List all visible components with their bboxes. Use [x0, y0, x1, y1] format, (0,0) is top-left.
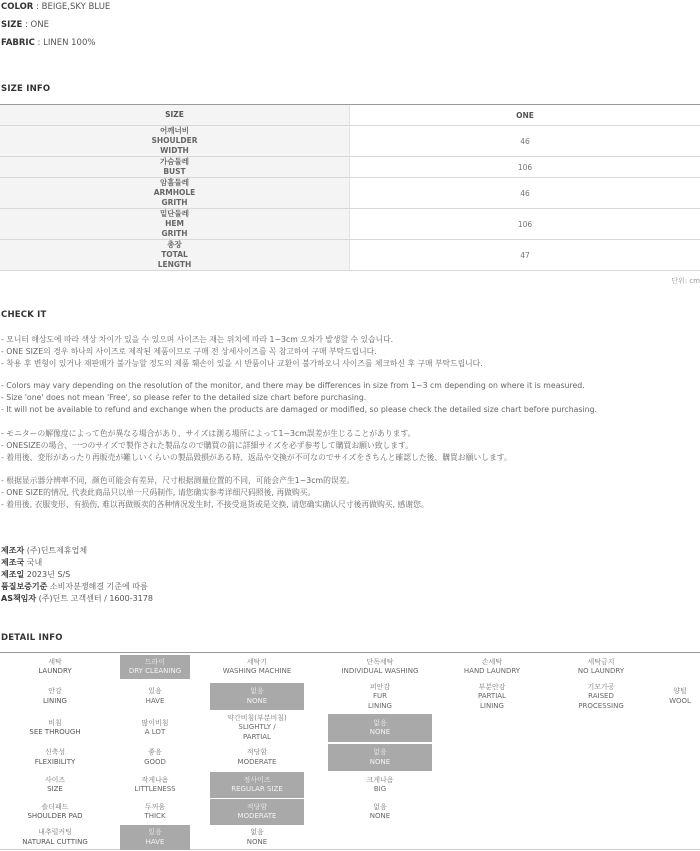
detail-cell: 퍼안감 FUR LINING — [368, 682, 392, 710]
size-row-ko: 가슴둘레 — [160, 157, 189, 166]
size-row-hem — [0, 209, 700, 240]
size-row-en: BUST — [163, 167, 186, 176]
maker-info-row — [1, 593, 153, 604]
maker-info-label: 품질보증기준 — [1, 582, 48, 591]
maker-info-value: (주)딘트 고객센터 / 1600-3178 — [36, 594, 153, 603]
size-row-en: GRITH — [161, 229, 188, 238]
maker-info-row — [1, 557, 42, 568]
detail-cell: 두꺼움 THICK — [144, 802, 166, 820]
detail-cell-label: 숄더패드 SHOULDER PAD — [27, 802, 83, 820]
size-value: : ONE — [22, 20, 49, 30]
detail-cell-selected: 있음 HAVE — [120, 825, 190, 850]
check-note-line: - 모니터 해상도에 따라 색상 차이가 있을 수 있으며 사이즈는 재는 위치에 따라 1~3cm 오차가 발생할 수 있습니다. — [1, 335, 394, 344]
detail-cell: 손세탁 HAND LAUNDRY — [463, 657, 521, 675]
size-table-header — [0, 105, 700, 126]
detail-info-grid — [0, 652, 700, 850]
size-row-ko: 어깨너비 — [160, 126, 189, 135]
size-row-value: 106 — [517, 219, 533, 229]
maker-info-value: (주)딘트제휴업체 — [24, 546, 88, 555]
maker-info-label: 제조자 — [1, 546, 25, 555]
check-note-line: - ONE SIZE的情况, 代表此商品只以单一尺码制作, 请您确实参考详细尺码照後, 再做购买。 — [1, 488, 316, 497]
detail-cell-selected: 없음 NONE — [210, 683, 304, 710]
size-spec — [1, 20, 49, 30]
size-row-en: SHOULDER — [151, 136, 198, 145]
check-note-line: - 着用後、変形があったり再販売が難しいくらいの製品毀損がある時、返品や交換が不可なのでサイズをきちんと確認した後、購買お願いします。 — [1, 453, 512, 462]
size-row-length — [0, 240, 700, 271]
detail-cell: 단독세탁 INDIVIDUAL WASHING — [341, 657, 419, 675]
maker-info-label: 제조국 — [1, 558, 25, 567]
size-info-title: SIZE INFO — [1, 84, 51, 94]
check-note-line: - モニターの解像度によって色が異なる場合があり、サイズは測る場所によって1~3cm誤差が生じることがあります。 — [1, 429, 416, 438]
size-header-value: ONE — [516, 110, 534, 120]
size-row-en: ARMHOLE — [153, 188, 196, 197]
maker-info-label: AS책임자 — [1, 594, 37, 603]
check-note-line: - ONE SIZE의 경우 하나의 사이즈로 제작된 제품이므로 구매 전 상세사이즈를 꼭 참고하여 구매 부탁드립니다. — [1, 347, 377, 356]
detail-cell-selected: 적당함 MODERATE — [210, 799, 304, 825]
detail-cell-selected: 없음 NONE — [328, 744, 432, 771]
maker-info-label: 제조일 — [1, 570, 25, 579]
fabric-label: FABRIC — [1, 38, 35, 48]
size-row-en: HEM — [165, 219, 184, 228]
size-row-armhole — [0, 178, 700, 209]
detail-cell: 없음 NONE — [246, 828, 268, 846]
detail-cell: 양털 WOOL — [669, 687, 691, 705]
check-note-line: - It will not be available to refund and exchange when the products are damaged or modified, so please check the detailed size chart before purchasing. — [1, 405, 598, 414]
detail-cell-label: 안감 LINING — [43, 687, 67, 705]
size-unit-note: 단위: cm — [671, 277, 700, 285]
size-row-en: WIDTH — [160, 146, 189, 155]
fabric-value: : LINEN 100% — [34, 38, 96, 48]
detail-cell: 크게나옴 BIG — [366, 775, 394, 793]
color-spec — [1, 2, 110, 12]
detail-cell: 없음 NONE — [369, 802, 391, 820]
color-label: COLOR — [1, 2, 34, 12]
check-note-line: - ONESIZEの場合、一つのサイズで製作された製品なので購買の前に詳細サイズを必ず参考して購買お願い致します。 — [1, 441, 414, 450]
detail-cell-label: 세탁 LAUNDRY — [38, 657, 72, 675]
size-row-ko: 총장 — [167, 240, 182, 249]
check-note-line: - Colors may vary depending on the resolution of the monitor, and there may be differences in size from 1~3 cm depending on where it is measured. — [1, 381, 585, 390]
detail-cell: 세탁기 WASHING MACHINE — [222, 657, 292, 675]
size-header-label: SIZE — [0, 105, 350, 125]
detail-cell-label: 사이즈 SIZE — [44, 775, 66, 793]
detail-cell: 작게나옴 LITTLENESS — [134, 775, 176, 793]
detail-cell: 많이비침 A LOT — [141, 718, 169, 736]
detail-cell-selected: 없음 NONE — [328, 714, 432, 742]
detail-info-title: DETAIL INFO — [1, 633, 63, 643]
maker-info-row — [1, 569, 70, 580]
detail-cell-label: 신축성 FLEXIBILITY — [34, 748, 76, 766]
detail-cell: 좋음 GOOD — [144, 748, 166, 766]
fabric-spec — [1, 38, 95, 48]
detail-cell: 기모가공 RAISED PROCESSING — [578, 682, 624, 710]
maker-info-row — [1, 545, 87, 556]
check-note-line: - Size 'one' does not mean 'Free', so please refer to the detailed size chart before purchasing. — [1, 393, 367, 402]
size-row-ko: 암홀둘레 — [160, 178, 189, 187]
detail-cell-selected: 드라이 DRY CLEANING — [120, 655, 190, 679]
maker-info-value: 2023년 S/S — [24, 570, 71, 579]
detail-cell-label: 비침 SEE THROUGH — [29, 718, 81, 736]
size-row-en: GRITH — [161, 198, 188, 207]
detail-cell: 약간비침(부분비침) SLIGHTLY / PARTIAL — [227, 713, 287, 741]
detail-cell-label: 내추럴커팅 NATURAL CUTTING — [22, 828, 88, 846]
size-row-bust — [0, 157, 700, 178]
detail-cell: 부분안감 PARTIAL LINING — [478, 682, 506, 710]
color-value: : BEIGE,SKY BLUE — [33, 2, 111, 12]
detail-cell: 있음 HAVE — [145, 687, 165, 705]
size-label: SIZE — [1, 20, 23, 30]
maker-info-row — [1, 581, 148, 592]
maker-info-value: 국내 — [24, 558, 43, 567]
size-table — [0, 104, 700, 271]
check-note-line: - 根据显示器分辨率不同，颜色可能会有差异，尺寸根据测量位置的不同，可能会产生1~3cm的误差。 — [1, 476, 355, 485]
size-row-shoulder — [0, 126, 700, 157]
size-row-value: 106 — [517, 162, 533, 172]
detail-cell-selected: 정사이즈 REGULAR SIZE — [210, 772, 304, 798]
size-row-ko: 밑단둘레 — [160, 209, 189, 218]
size-row-en: LENGTH — [157, 260, 192, 269]
size-row-value: 46 — [520, 188, 530, 198]
check-note-line: - 착용 후 변형이 있거나 재판매가 불가능할 정도의 제품 훼손이 있을 시 반품이나 교환이 불가하오니 사이즈를 체크하신 후 구매 부탁드립니다. — [1, 359, 483, 368]
maker-info-value: 소비자분쟁해결 기준에 따름 — [47, 582, 148, 591]
detail-cell: 세탁금지 NO LAUNDRY — [577, 657, 625, 675]
size-row-value: 46 — [520, 136, 530, 146]
size-row-value: 47 — [520, 250, 530, 260]
check-it-title: CHECK IT — [1, 310, 47, 320]
size-row-en: TOTAL — [161, 250, 188, 259]
check-note-line: - 着用後, 衣服变形、有损伤, 难以再做贩卖的各种情况发生时, 不接受退货或是交换, 请您确实确认尺寸後再做购买, 感谢您。 — [1, 500, 429, 509]
detail-cell: 적당함 MODERATE — [237, 748, 277, 766]
